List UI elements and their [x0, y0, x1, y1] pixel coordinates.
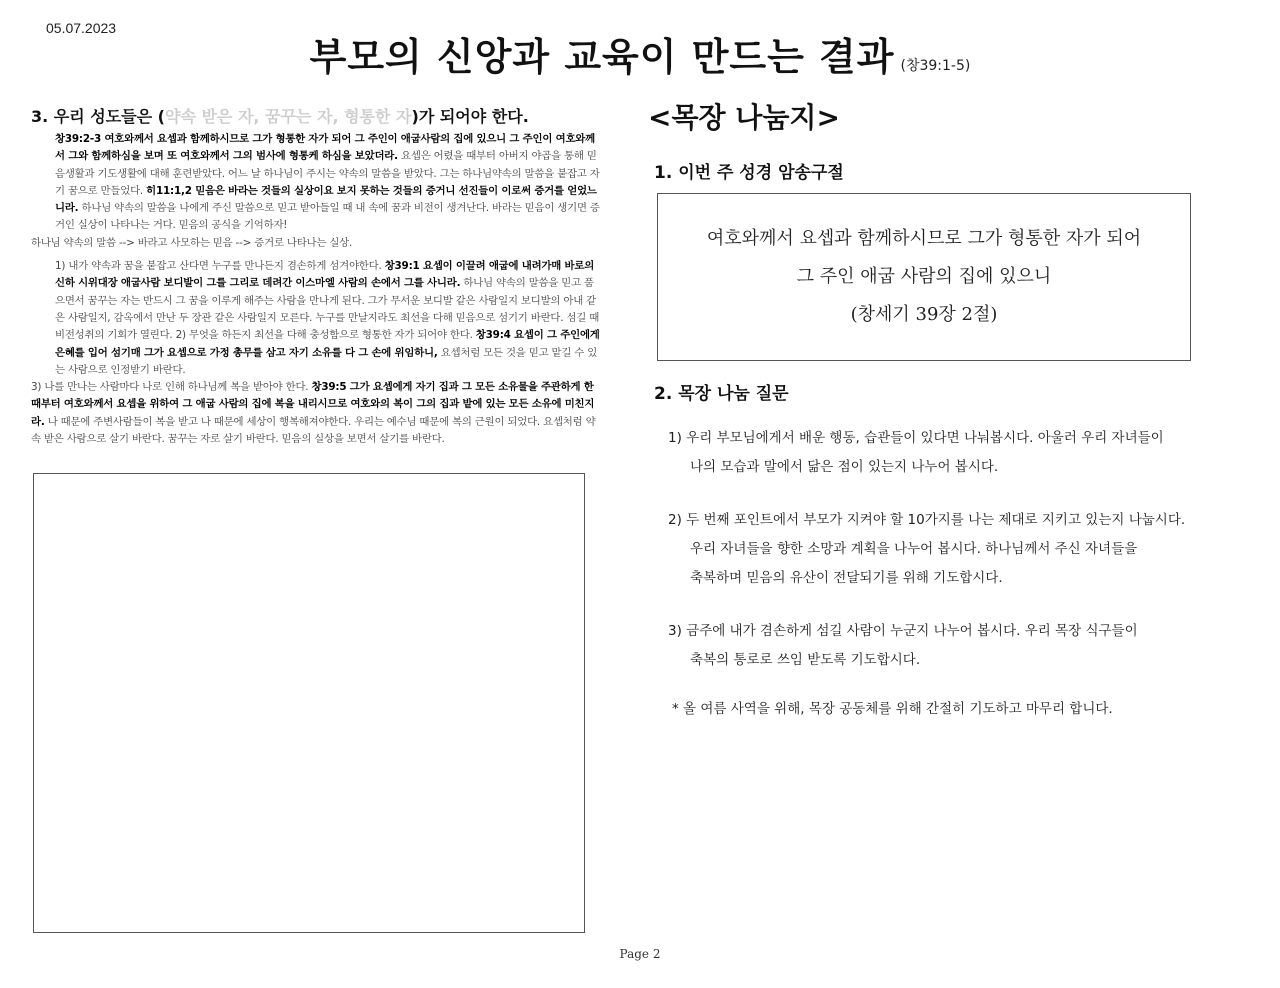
notes-box — [33, 473, 585, 933]
question-2 — [668, 506, 1208, 593]
question-line: 3) 금주에 내가 겸손하게 섬길 사람이 누군지 나누어 봅시다. 우리 목장 식구들이 — [668, 623, 1138, 639]
para2-text3: 요셉처럼 모든 것을 믿고 맡길 수 있는 사람으로 인정받기 바란다. — [55, 346, 598, 376]
memory-verse-reference: (창세기 39장 2절) — [850, 304, 998, 325]
page-title: 부모의 신앙과 교육이 만드는 결과 — [309, 35, 895, 79]
verse-gen-39-4: 창39:4 요셉이 그 주인에게 은혜를 입어 섬기매 그가 요셉으로 가정 총무를 삼고 자기 소유를 다 그 손에 위임하니, — [55, 329, 600, 359]
closing-prayer-note: * 올 여름 사역을 위해, 목장 공동체를 위해 간절히 기도하고 마무리 합니다. — [672, 701, 1113, 717]
verse-gen-39-1: 창39:1 요셉이 이끌려 애굽에 내려가매 바로의 신하 시위대장 애굽사람 보디발이 그를 그리로 데려간 이스마엘 사람의 손에서 그를 사니라. — [55, 260, 595, 290]
para2-text2: 하나님 약속의 말씀을 믿고 품으면서 꿈꾸는 자는 반드시 그 꿈을 이루게 해주는 사람을 만나게 된다. 그가 무서운 보디발 같은 사람일지 보디발의 아내 같은 사람일지, 감옥에서 만난 두 장관 같은 사람일지 모른다. 누구를 만날지라도 최선을 다해 믿음으로 섬기기 바란다. 섬길 때 비전성취의 기회가 열린다. 2) 무엇을 하든지 최선을 다해 충성함으로 형통한 자가 되어야 한다. — [55, 277, 600, 342]
faith-formula: 하나님 약속의 말씀 --> 바라고 사모하는 믿음 --> 증거로 나타나는 실상. — [31, 236, 353, 249]
para1-text1: 요셉은 어렸을 때부터 아버지 야곱을 통해 믿음생활과 기도생활에 대해 훈련받았다. 어느 날 하나님이 주시는 약속의 말씀을 받았다. 그는 하나님약속의 말씀을 붙잡고 자기 꿈으로 만들었다. — [55, 150, 600, 197]
section-3-prefix: 3. 우리 성도들은 ( — [31, 107, 165, 126]
scripture-reference: (창39:1-5) — [900, 58, 971, 74]
para1-text2: 하나님 약속의 말씀을 나에게 주신 말씀으로 믿고 받아들일 때 내 속에 꿈과 비전이 생겨난다. 바라는 믿음이 생기면 증거인 실상이 나타나는 거다. 믿음의 공식을 기억하자! — [55, 202, 600, 232]
verse-heb-11-1-2: 히11:1,2 믿음은 바라는 것들의 실상이요 보지 못하는 것들의 증거니 선진들이 이로써 증거를 얻었느니라. — [55, 184, 597, 215]
question-line: 우리 자녀들을 향한 소망과 계획을 나누어 봅시다. 하나님께서 주신 자녀들을 — [690, 541, 1138, 557]
paragraph-2 — [31, 258, 601, 379]
discussion-questions-heading: 2. 목장 나눔 질문 — [654, 384, 789, 404]
small-group-sheet — [648, 96, 1208, 717]
memory-verse-line: 그 주인 애굽 사람의 집에 있으니 — [796, 266, 1052, 287]
title-block — [0, 26, 1280, 81]
sermon-summary — [31, 104, 601, 448]
section-3-blank-answer: 약속 받은 자, 꿈꾸는 자, 형통한 자 — [164, 107, 412, 126]
small-group-heading: <목장 나눔지> — [648, 101, 840, 134]
paragraph-3 — [31, 379, 601, 448]
memory-verse-box — [657, 193, 1191, 361]
section-3-heading — [31, 104, 601, 127]
question-1 — [668, 424, 1208, 482]
question-line: 축복하며 믿음의 유산이 전달되기를 위해 기도합시다. — [690, 570, 1003, 586]
question-line: 1) 우리 부모님에게서 배운 행동, 습관들이 있다면 나눠봅시다. 아울러 우리 자녀들이 — [668, 430, 1164, 446]
question-line: 나의 모습과 말에서 닮은 점이 있는지 나누어 봅시다. — [690, 459, 999, 475]
para3-text2: 나 때문에 주변사람들이 복을 받고 나 때문에 세상이 행복해져야한다. 우리는 예수님 때문에 복의 근원이 되었다. 요셉처럼 약속 받은 사람으로 살기 바란다. 꿈꾸는 자로 살기 바란다. 믿음의 실상을 보면서 살기를 바란다. — [31, 415, 596, 446]
question-3 — [668, 617, 1208, 675]
memory-verse-line: 여호와께서 요셉과 함께하시므로 그가 형통한 자가 되어 — [706, 228, 1142, 249]
date: 05.07.2023 — [46, 20, 117, 36]
section-3-body — [31, 131, 601, 448]
page-number: Page 2 — [619, 947, 661, 961]
section-3-suffix: )가 되어야 한다. — [411, 107, 529, 126]
para3-text1: 3) 나를 만나는 사람마다 나로 인해 하나님께 복을 받아야 한다. — [31, 381, 312, 394]
question-line: 축복의 통로로 쓰임 받도록 기도합시다. — [690, 652, 921, 668]
verse-gen-39-5: 창39:5 그가 요셉에게 자기 집과 그 모든 소유물을 주관하게 한 때부터 여호와께서 요셉을 위하여 그 애굽 사람의 집에 복을 내리시므로 여호와의 복이 그의 집과 밭에 있는 모든 소유에 미친지라. — [31, 381, 595, 428]
memory-verse-heading: 1. 이번 주 성경 암송구절 — [654, 163, 844, 183]
paragraph-1 — [31, 131, 601, 235]
verse-gen-39-2-3: 창39:2-3 여호와께서 요셉과 함께하시므로 그가 형통한 자가 되어 그 주인이 애굽사람의 집에 있으니 그 주인이 여호와께서 그와 함께하심을 보며 또 여호와께서 그의 범사에 형통케 하심을 보았더라. — [55, 133, 595, 163]
para2-text1: 1) 내가 약속과 꿈을 붙잡고 산다면 누구를 만나든지 겸손하게 섬겨야한다. — [55, 260, 385, 273]
question-line: 2) 두 번째 포인트에서 부모가 지켜야 할 10가지를 나는 제대로 지키고 있는지 나눕시다. — [668, 512, 1186, 528]
